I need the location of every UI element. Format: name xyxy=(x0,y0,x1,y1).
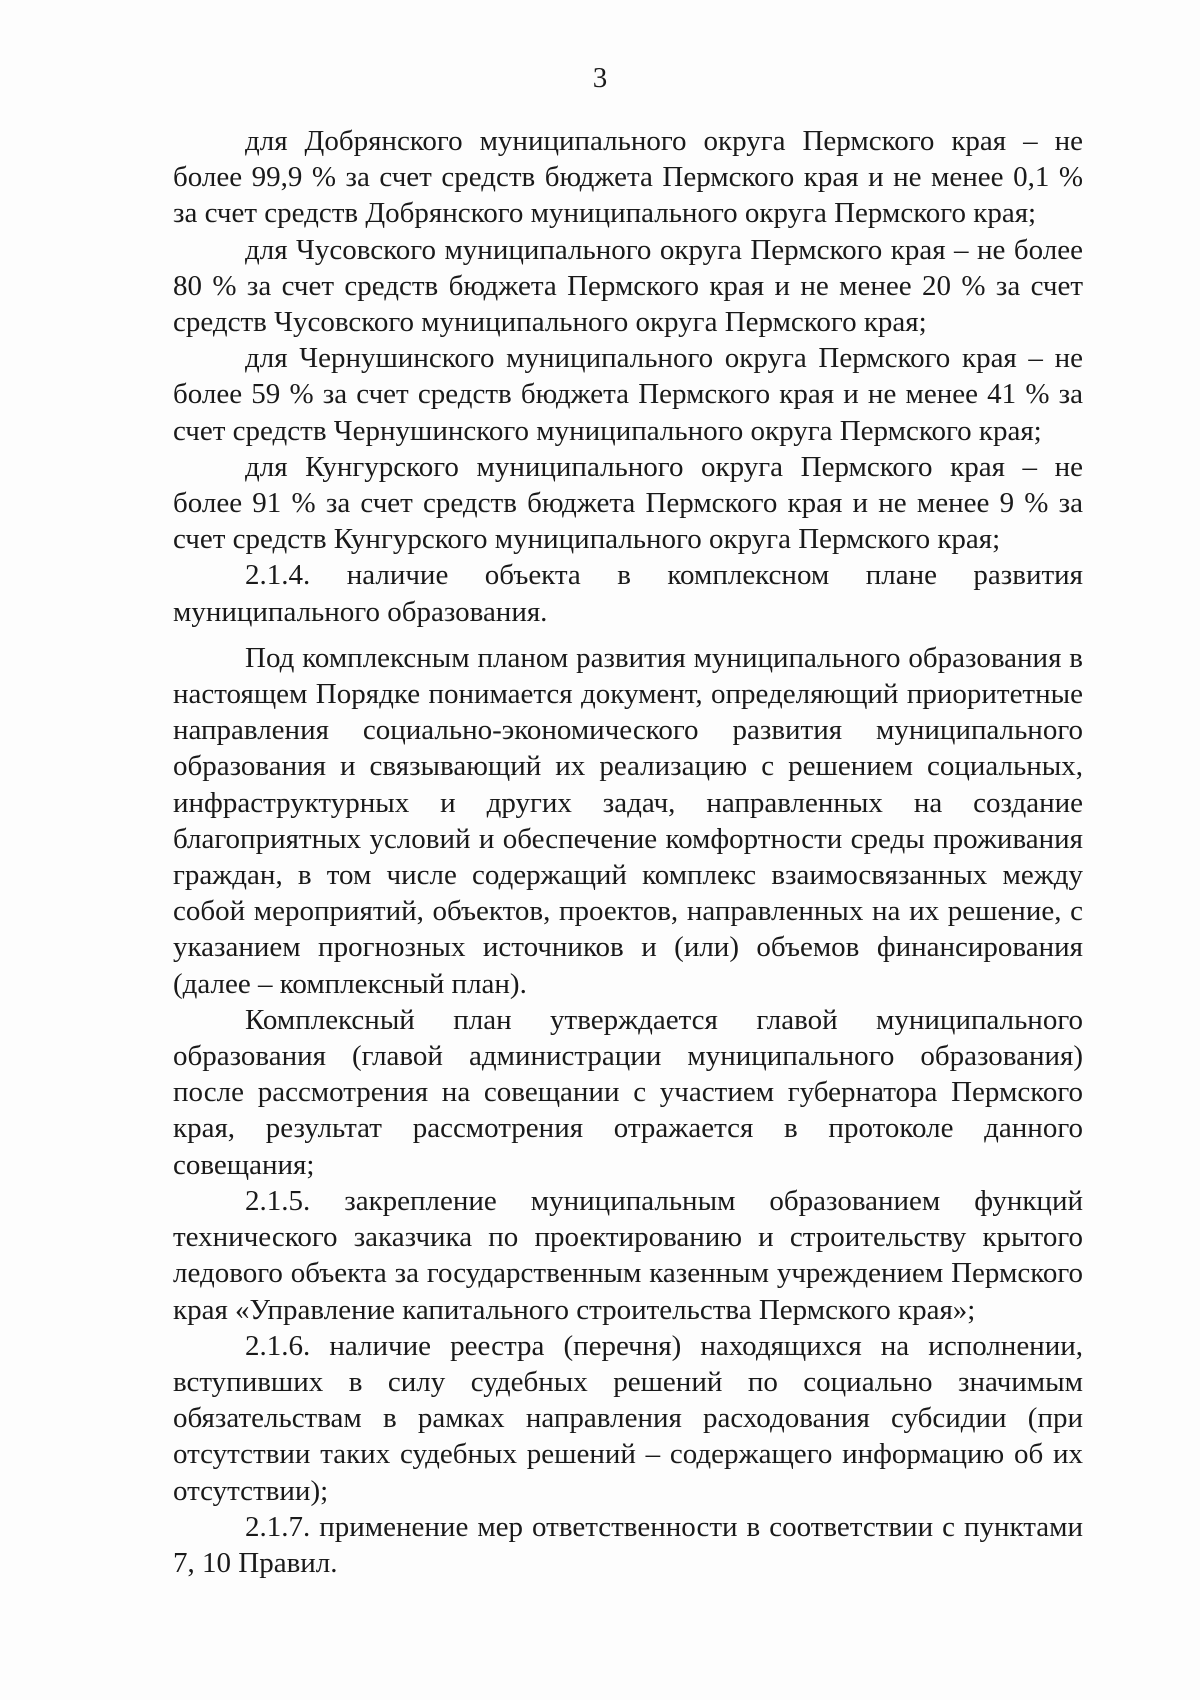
paragraph-kungur: для Кунгурского муниципального округа Пермского края – не более 91 % за счет средств бюджета Пермского края и не менее 9 % за счет средств Кунгурского муниципального округа Пермского края; xyxy=(173,450,1083,556)
paragraph-2-1-6: 2.1.6. наличие реестра (перечня) находящихся на исполнении, вступивших в силу судебных решений по социально значимым обязательствам в рамках направления расходования субсидии (при отсутствии таких судебных решений – содержащего информацию об их отсутствии); xyxy=(173,1329,1083,1507)
paragraph-2-1-7: 2.1.7. применение мер ответственности в соответствии с пунктами 7, 10 Правил. xyxy=(173,1510,1083,1579)
paragraph-complex-plan-approval: Комплексный план утверждается главой муниципального образования (главой администрации муниципального образования) после рассмотрения на совещании с участием губернатора Пермского края, результат рассмотрения отражается в протоколе данного совещания; xyxy=(173,1003,1083,1181)
page-number: 3 xyxy=(592,62,608,94)
paragraph-dobryanka: для Добрянского муниципального округа Пермского края – не более 99,9 % за счет средств бюджета Пермского края и не менее 0,1 % за счет средств Добрянского муниципального округа Пермского края; xyxy=(173,125,1083,230)
paragraph-2-1-5: 2.1.5. закрепление муниципальным образованием функций технического заказчика по проектированию и строительству крытого ледового объекта за государственным казенным учреждением Пермского края «Управление капитального строительства Пермского края»; xyxy=(173,1184,1083,1326)
document-body xyxy=(173,123,1083,1581)
paragraph-2-1-4: 2.1.4. наличие объекта в комплексном плане развития муниципального образования. xyxy=(173,559,1083,628)
paragraph-chernushka: для Чернушинского муниципального округа Пермского края – не более 59 % за счет средств бюджета Пермского края и не менее 41 % за счет средств Чернушинского муниципального округа Пермского края; xyxy=(173,342,1083,447)
paragraph-complex-plan-definition: Под комплексным планом развития муниципального образования в настоящем Порядке понимается документ, определяющий приоритетные направления социально-экономического развития муниципального образования и связывающий их реализацию с решением социальных, инфраструктурных и других задач, направленных на создание благоприятных условий и обеспечение комфортности среды проживания граждан, в том числе содержащий комплекс взаимосвязанных между собой мероприятий, объектов, проектов, направленных на их решение, с указанием прогнозных источников и (или) объемов финансирования (далее – комплексный план). xyxy=(173,641,1083,1000)
paragraph-chusovoy: для Чусовского муниципального округа Пермского края – не более 80 % за счет средств бюджета Пермского края и не менее 20 % за счет средств Чусовского муниципального округа Пермского края; xyxy=(173,233,1083,339)
